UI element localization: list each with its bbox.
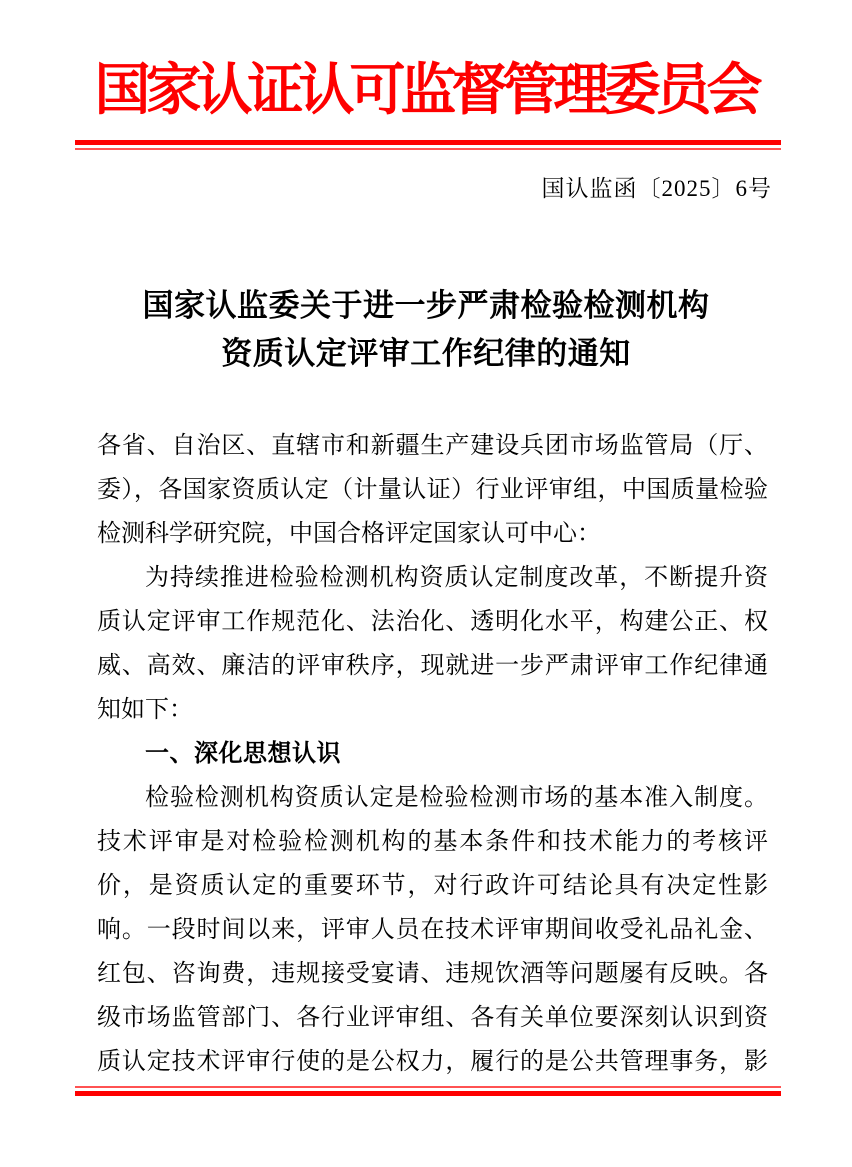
body-line: 为持续推进检验检测机构资质认定制度改革，不断提升资 <box>145 565 768 591</box>
body-line: 红包、咨询费，违规接受宴请、违规饮酒等问题屡有反映。各 <box>97 961 768 987</box>
body-line: 级市场监管部门、各行业评审组、各有关单位要深刻认识到资 <box>97 1005 768 1031</box>
notice-title-line2: 资质认定评审工作纪律的通知 <box>221 336 631 371</box>
masthead-title: 国家认证认可监督管理委员会 <box>94 60 758 122</box>
masthead-rule-thick <box>75 140 781 145</box>
body-line: 检验检测机构资质认定是检验检测市场的基本准入制度。 <box>145 785 768 811</box>
body-line: 检测科学研究院，中国合格评定国家认可中心： <box>97 521 601 547</box>
section-heading: 一、深化思想认识 <box>145 740 341 767</box>
body-line: 知如下： <box>97 697 193 723</box>
footer-rule-thick <box>75 1091 781 1096</box>
notice-title-line1: 国家认监委关于进一步严肃检验检测机构 <box>142 288 710 323</box>
notice-title <box>0 282 852 378</box>
body-line: 各省、自治区、直辖市和新疆生产建设兵团市场监管局（厅、 <box>97 433 768 459</box>
body-line: 委），各国家资质认定（计量认证）行业评审组，中国质量检验 <box>97 477 768 503</box>
masthead-rule-thin <box>75 148 781 150</box>
body-line: 价，是资质认定的重要环节，对行政许可结论具有决定性影 <box>97 873 768 899</box>
body-line: 技术评审是对检验检测机构的基本条件和技术能力的考核评 <box>97 829 768 855</box>
body-line: 质认定评审工作规范化、法治化、透明化水平，构建公正、权 <box>97 609 768 635</box>
notice-body <box>97 424 768 1084</box>
body-line: 威、高效、廉洁的评审秩序，现就进一步严肃评审工作纪律通 <box>97 653 768 679</box>
body-line: 响。一段时间以来，评审人员在技术评审期间收受礼品礼金、 <box>97 917 768 943</box>
body-line: 质认定技术评审行使的是公权力，履行的是公共管理事务，影 <box>97 1049 768 1075</box>
footer-rule-thin <box>75 1086 781 1088</box>
doc-number: 国认监函〔2025〕6号 <box>541 176 772 201</box>
